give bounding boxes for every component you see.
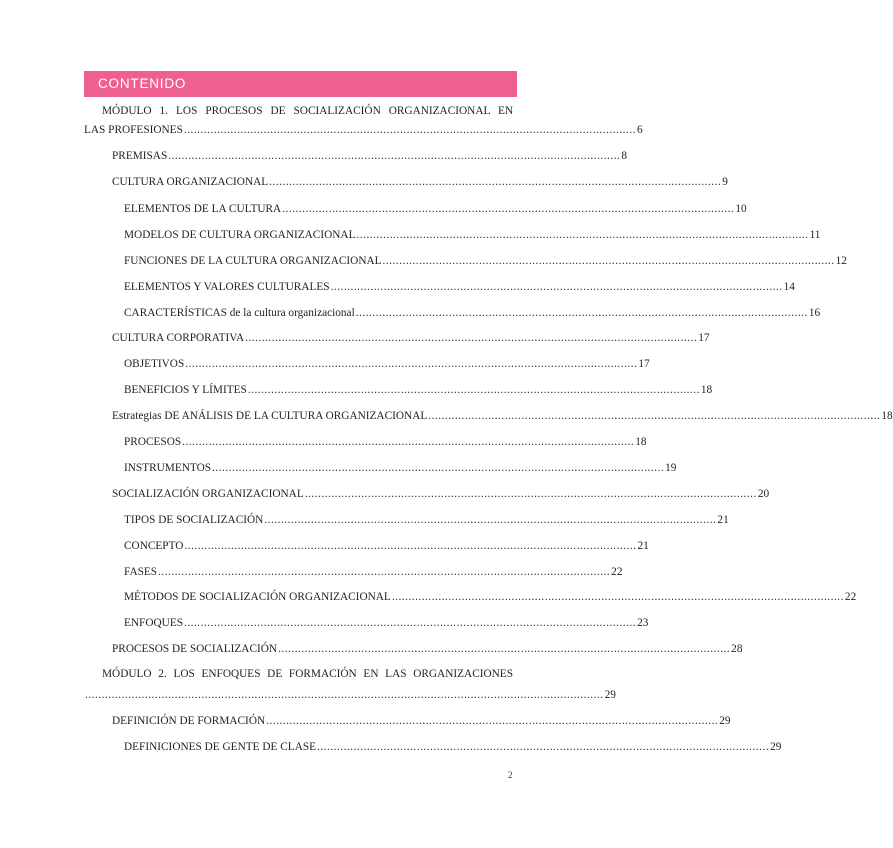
toc-entry-cultura-organizacional[interactable]	[112, 175, 728, 189]
toc-entry-page: 29	[770, 741, 782, 753]
toc-entry-module-1[interactable]	[84, 123, 643, 137]
toc-entry-label: LAS PROFESIONES	[84, 124, 183, 136]
toc-entry-page: 12	[835, 255, 847, 267]
toc-entry-label: INSTRUMENTOS	[124, 462, 212, 474]
toc-entry-procesos[interactable]	[124, 435, 647, 449]
toc-entry-label: FASES	[124, 566, 158, 578]
toc-entry-concepto[interactable]	[124, 539, 649, 553]
toc-entry-label: PROCESOS	[124, 436, 182, 448]
toc-leader-dots: ........................................................................................................................................	[158, 566, 611, 578]
toc-entry-socializacion-organizacional[interactable]	[112, 487, 770, 501]
toc-entry-page: 29	[604, 689, 616, 701]
toc-leader-dots: ........................................................................................................................................	[269, 176, 722, 188]
page-number: 2	[508, 770, 513, 780]
toc-entry-estrategias-analisis[interactable]	[112, 409, 893, 423]
toc-entry-beneficios-limites[interactable]	[124, 383, 713, 397]
toc-entry-procesos-socializacion[interactable]	[112, 642, 743, 656]
toc-entry-caracteristicas[interactable]	[124, 306, 821, 320]
toc-entry-page: 6	[636, 124, 643, 136]
toc-entry-funciones-cultura[interactable]	[124, 254, 847, 268]
toc-leader-dots: ........................................................................................................................................	[184, 540, 637, 552]
toc-leader-dots: ........................................................................................................................................	[212, 462, 665, 474]
toc-entry-label: ENFOQUES	[124, 617, 183, 629]
toc-entry-page: 20	[757, 488, 770, 500]
toc-leader-dots: ........................................................................................................................................	[304, 488, 757, 500]
toc-entry-page: 21	[717, 514, 729, 526]
toc-entry-label: MODELOS DE CULTURA ORGANIZACIONAL	[124, 229, 356, 241]
toc-leader-dots: ........................................................................................................................................	[185, 358, 638, 370]
toc-entry-page: 16	[808, 307, 821, 319]
toc-leader-dots: ........................................................................................................................................	[391, 591, 844, 603]
toc-leader-dots: ........................................................................................................................................	[355, 307, 808, 319]
toc-entry-label: CULTURA CORPORATIVA	[112, 332, 245, 344]
toc-entry-definiciones-gente[interactable]	[124, 740, 782, 754]
toc-entry-label: CARACTERÍSTICAS de la cultura organizacional	[124, 307, 355, 319]
toc-entry-cultura-corporativa[interactable]	[112, 331, 710, 345]
toc-entry-page: 14	[783, 281, 795, 293]
toc-leader-dots: ........................................................................................................................................	[356, 229, 809, 241]
toc-entry-label: FUNCIONES DE LA CULTURA ORGANIZACIONAL	[124, 255, 382, 267]
toc-entry-enfoques[interactable]	[124, 616, 649, 630]
toc-entry-objetivos[interactable]	[124, 357, 650, 371]
toc-entry-label: PROCESOS DE SOCIALIZACIÓN	[112, 643, 278, 655]
toc-entry-page: 22	[844, 591, 857, 603]
toc-entry-module-2[interactable]	[84, 688, 616, 702]
toc-leader-dots: ........................................................................................................................................	[247, 384, 700, 396]
toc-leader-dots: ........................................................................................................................................	[382, 255, 835, 267]
toc-entry-label: PREMISAS	[112, 150, 168, 162]
toc-leader-dots: ........................................................................................................................................	[182, 436, 635, 448]
toc-entry-page: 19	[665, 462, 677, 474]
toc-entry-modelos-cultura[interactable]	[124, 228, 821, 242]
toc-entry-label: ELEMENTOS Y VALORES CULTURALES	[124, 281, 330, 293]
toc-entry-label: Estrategias DE ANÁLISIS DE LA CULTURA ORGANIZACIONAL	[112, 410, 428, 422]
toc-entry-page: 28	[731, 643, 743, 655]
toc-entry-tipos-socializacion[interactable]	[124, 513, 729, 527]
toc-entry-label: MÉTODOS DE SOCIALIZACIÓN ORGANIZACIONAL	[124, 591, 391, 603]
toc-entry-definicion-formacion[interactable]	[112, 714, 731, 728]
toc-entry-label: OBJETIVOS	[124, 358, 185, 370]
toc-entry-label: DEFINICIÓN DE FORMACIÓN	[112, 715, 266, 727]
toc-entry-label: SOCIALIZACIÓN ORGANIZACIONAL	[112, 488, 304, 500]
toc-entry-page: 18	[700, 384, 713, 396]
toc-entry-page: 18	[635, 436, 647, 448]
toc-leader-dots: ........................................................................................................................................	[428, 410, 881, 422]
toc-leader-dots: ............................................................................................................................................................	[85, 689, 604, 701]
toc-entry-label: DEFINICIONES DE GENTE DE CLASE	[124, 741, 317, 753]
toc-leader-dots: ........................................................................................................................................	[168, 150, 621, 162]
toc-entry-premisas[interactable]	[112, 149, 627, 163]
toc-leader-dots: ........................................................................................................................................	[266, 715, 719, 727]
toc-leader-dots: ........................................................................................................................................	[184, 617, 637, 629]
toc-entry-label: CULTURA ORGANIZACIONAL	[112, 176, 269, 188]
toc-entry-page: 23	[637, 617, 649, 629]
toc-leader-dots: ........................................................................................................................................	[245, 332, 698, 344]
toc-entry-label: CONCEPTO	[124, 540, 184, 552]
toc-entry-page: 17	[698, 332, 710, 344]
toc-entry-page: 22	[611, 566, 623, 578]
toc-entry-label: ELEMENTOS DE LA CULTURA	[124, 203, 282, 215]
toc-leader-dots: ........................................................................................................................................	[264, 514, 717, 526]
toc-leader-dots: ........................................................................................................................................	[278, 643, 731, 655]
toc-leader-dots: ........................................................................................................................................	[183, 124, 636, 136]
toc-entry-page: 8	[621, 150, 627, 162]
toc-entry-page: 11	[809, 229, 821, 241]
toc-entry-label: TIPOS DE SOCIALIZACIÓN	[124, 514, 264, 526]
toc-entry-elementos-cultura[interactable]	[124, 202, 747, 216]
toc-module-1-line1: MÓDULO 1. LOS PROCESOS DE SOCIALIZACIÓN ORGANIZACIONAL EN	[102, 105, 513, 117]
toc-entry-page: 21	[637, 540, 649, 552]
toc-entry-elementos-valores[interactable]	[124, 280, 795, 294]
toc-leader-dots: ........................................................................................................................................	[282, 203, 735, 215]
toc-module-2-line1: MÓDULO 2. LOS ENFOQUES DE FORMACIÓN EN LAS ORGANIZACIONES	[102, 668, 513, 680]
toc-entry-page: 17	[638, 358, 650, 370]
toc-entry-label: BENEFICIOS Y LÍMITES	[124, 384, 247, 396]
toc-entry-page: 18	[881, 410, 893, 422]
toc-leader-dots: ........................................................................................................................................	[330, 281, 783, 293]
toc-entry-page: 29	[719, 715, 731, 727]
toc-entry-metodos-socializacion[interactable]	[124, 590, 857, 604]
toc-leader-dots: ........................................................................................................................................	[317, 741, 770, 753]
toc-entry-page: 10	[735, 203, 747, 215]
toc-entry-page: 9	[722, 176, 728, 188]
toc-header: CONTENIDO	[84, 71, 517, 97]
toc-entry-instrumentos[interactable]	[124, 461, 677, 475]
toc-entry-fases[interactable]	[124, 565, 623, 579]
